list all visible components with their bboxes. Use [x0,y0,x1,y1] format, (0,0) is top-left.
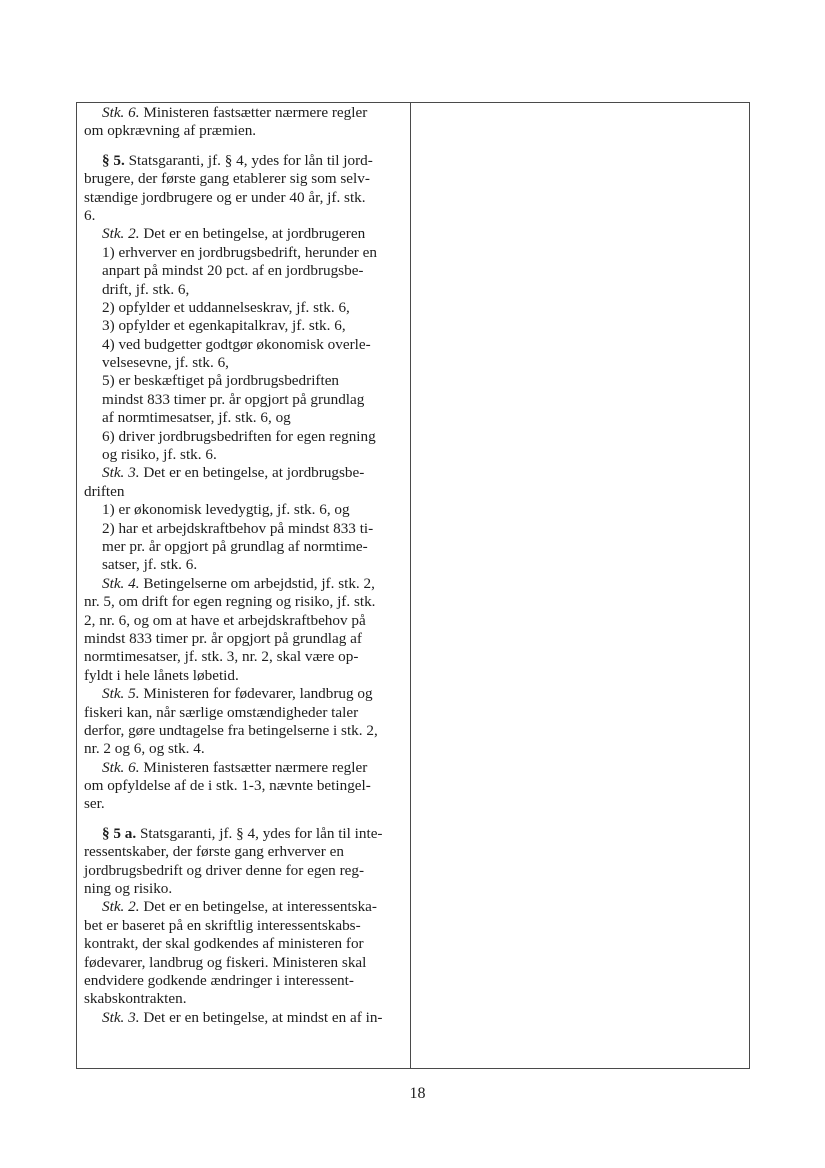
page-number: 18 [409,1085,426,1102]
list-item: 3) opfylder et egenkapitalkrav, jf. stk. 6, [102,317,346,335]
section-5-stk-3: Stk. 3. Det er en betingelse, at jordbrugsbe- driften 1) er økonomisk levedygtig, jf. stk. 6, og 2) har et arbejdskraftbehov på mindst 833 ti- mer pr. år opgjort på grundlag af normtime- satser, jf. stk. 6. [84,464,406,574]
list-item: og risiko, jf. stk. 6. [102,446,217,464]
stk-label: Stk. 6. [102,758,140,776]
list-item: satser, jf. stk. 6. [102,556,198,574]
list-item: 1) erhverver en jordbrugsbedrift, herunder en [102,243,377,261]
section-5a: § 5 a. Statsgaranti, jf. § 4, ydes for lån til inte- ressentskaber, der første gang erhverver en jordbrugsbedrift og driver denne for egen reg- ning og risiko. [84,824,383,898]
stk-label: Stk. 2. [102,225,140,243]
list-item: drift, jf. stk. 6, [102,280,190,298]
list-item: 4) ved budgetter godtgør økonomisk overle- [102,335,371,353]
section-label: § 5. [102,151,125,169]
stk-label: Stk. 3. [102,1008,140,1026]
stk-label: Stk. 2. [102,898,140,916]
list-item: velsesevne, jf. stk. 6, [102,354,229,372]
list-item: 5) er beskæftiget på jordbrugsbedriften [102,372,340,390]
list-item: 1) er økonomisk levedygtig, jf. stk. 6, og [102,501,350,519]
list-item: mer pr. år opgjort på grundlag af normtime- [102,537,368,555]
list-item: 2) opfylder et uddannelseskrav, jf. stk. 6, [102,298,350,316]
list-item: 2) har et arbejdskraftbehov på mindst 833 ti- [102,519,374,537]
list-item: af normtimesatser, jf. stk. 6, og [102,409,291,427]
section-5a-stk-3: Stk. 3. Det er en betingelse, at mindst en af in- [102,1008,383,1026]
list-item: mindst 833 timer pr. år opgjort på grundlag [102,390,365,408]
list-item: 6) driver jordbrugsbedriften for egen regning [102,427,376,445]
stk-label: Stk. 6. [102,104,140,121]
section-label: § 5 a. [102,824,137,842]
section-5: § 5. Statsgaranti, jf. § 4, ydes for lån til jord- brugere, der første gang etablerer sig som selv- stændige jordbrugere og er under 40 år, jf. stk. 6. [84,151,373,224]
stk-label: Stk. 5. [102,685,140,703]
list-item: anpart på mindst 20 pct. af en jordbrugsbe- [102,262,364,280]
stk-label: Stk. 3. [102,464,140,482]
section-5-stk-2: Stk. 2. Det er en betingelse, at jordbrugeren 1) erhverver en jordbrugsbedrift, herunder en anpart på mindst 20 pct. af en jordbrugsbe- drift, jf. stk. 6, 2) opfylder et uddannelseskrav, jf. stk. 6, 3) opfylder et egenkapitalkrav, jf. stk. 6, 4) ved budgetter godtgør økonomisk overle- velsesevne, jf. stk. 6, 5) er beskæftiget på jordbrugsbedriften mindst 833 timer pr. år opgjort på grundlag af normtimesatser, jf. stk. 6, og 6) driver jordbrugsbedriften for egen regning og risiko, jf. stk. 6. [84,225,406,464]
column-divider [410,102,411,1069]
left-column-text [84,104,406,1027]
section-5-stk-5: Stk. 5. Ministeren for fødevarer, landbrug og fiskeri kan, når særlige omstændigheder taler derfor, gøre undtagelse fra betingelserne i stk. 2, nr. 2 og 6, og stk. 4. [84,685,378,758]
stk-label: Stk. 4. [102,574,140,592]
section-5a-stk-2: Stk. 2. Det er en betingelse, at interessentska- bet er baseret på en skriftlig interessentskabs- kontrakt, der skal godkendes af ministeren for fødevarer, landbrug og fiskeri. Ministeren skal endvidere godkende ændringer i interessent- skabskontrakten. [84,898,377,1008]
paragraph-stk6-premium: Stk. 6. Ministeren fastsætter nærmere regler om opkrævning af præmien. [84,104,368,140]
section-5-stk-4: Stk. 4. Betingelserne om arbejdstid, jf. stk. 2, nr. 5, om drift for egen regning og risiko, jf. stk. 2, nr. 6, og om at have et arbejdskraftbehov på mindst 833 timer pr. år opgjort på grundlag af normtimesatser, jf. stk. 3, nr. 2, skal være op- fyldt i hele lånets løbetid. [84,574,376,684]
section-5-stk-6: Stk. 6. Ministeren fastsætter nærmere regler om opfyldelse af de i stk. 1-3, nævnte betingel- ser. [84,758,371,813]
